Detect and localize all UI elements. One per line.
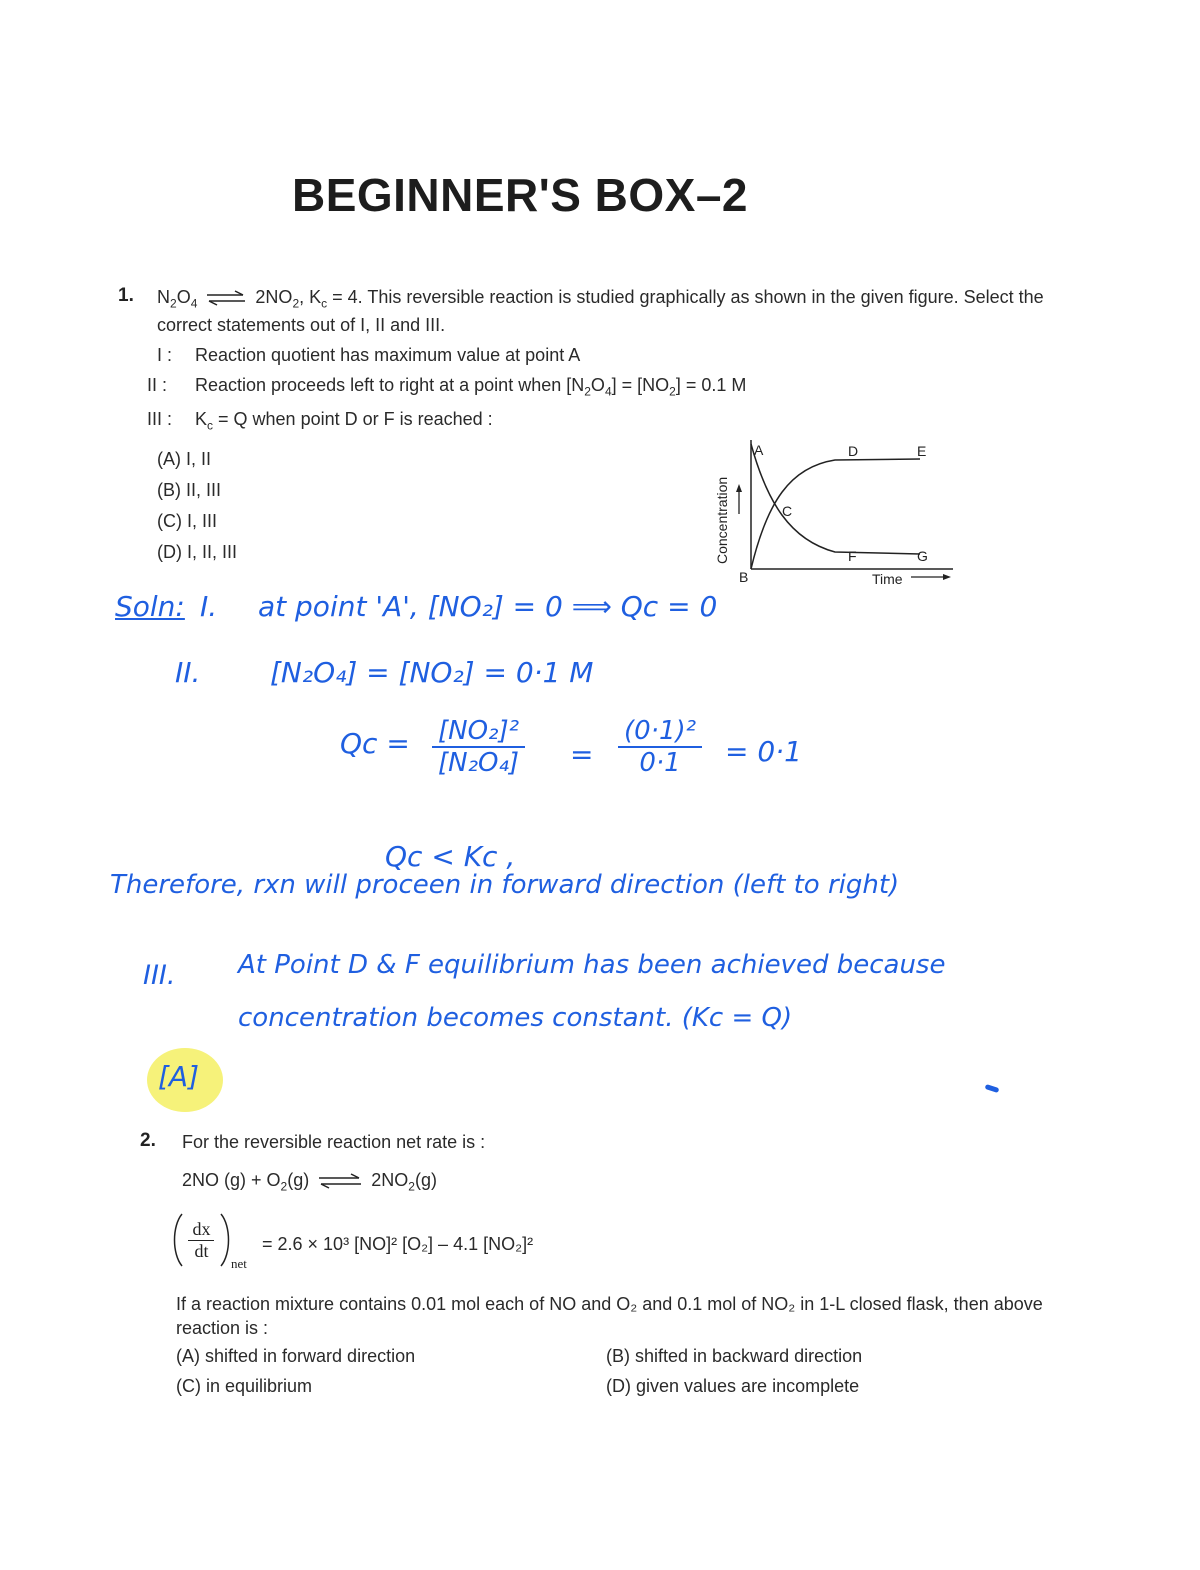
x-axis-arrow-head: [943, 574, 951, 580]
solution-part-1: at point 'A', [NO₂] = 0 ⟹ Qc = 0: [258, 590, 718, 623]
point-g-label: G: [917, 548, 928, 564]
question-2-equation: 2NO $(g) + O_2(g)$ $2NO_2(g)$: [182, 1170, 437, 1194]
qc-numerator: [NO₂]²: [432, 716, 525, 748]
rate-subscript: net: [231, 1256, 247, 1271]
qc-comparison: Qc < Kc ,: [385, 840, 516, 873]
solution-part-2: [N₂O₄] = [NO₂] = 0·1 M: [270, 656, 594, 689]
statement-3-text: $K_c = Q$ when point D or F is reached :: [195, 409, 493, 433]
point-c-label: C: [782, 503, 793, 519]
statement-1-label: I :: [157, 345, 173, 365]
question-2-paragraph: If a reaction mixture contains 0.01 mol each of NO and O₂ and 0.1 mol of NO₂ in 1-L closed flask, then above: [176, 1294, 1043, 1314]
concentration-time-graph: [705, 432, 965, 592]
solution-label: Soln:: [115, 590, 185, 623]
rate-denominator: dt: [194, 1240, 209, 1261]
solution-part-3-line1: At Point D & F equilibrium has been achieved because: [238, 950, 946, 980]
statement-2-label: II :: [147, 375, 168, 395]
x-axis-label: Time: [872, 571, 903, 587]
qc-result: = 0·1: [725, 735, 802, 768]
qc-expression: [432, 716, 525, 778]
left-paren-icon: [170, 1212, 184, 1268]
question-1-number: 1.: [118, 285, 134, 306]
solution-part-1-number: I.: [200, 590, 218, 623]
question-2-number: 2.: [140, 1130, 156, 1151]
option-d: (D) I, II, III: [157, 542, 237, 562]
point-f-label: F: [848, 548, 857, 564]
pen-mark: [985, 1084, 1000, 1093]
solution-part-2-number: II.: [175, 656, 201, 689]
qc-value-expression: [618, 716, 702, 778]
value-denominator: 0·1: [639, 748, 681, 778]
rate-numerator: dx: [188, 1219, 214, 1241]
statement-3-label: III :: [147, 409, 173, 429]
q2-option-b: (B) shifted in backward direction: [606, 1346, 863, 1366]
rate-law: = 2.6 × 10³ [NO]² [O₂] – 4.1 [NO₂]²: [262, 1234, 534, 1254]
point-d-label: D: [848, 443, 859, 459]
qc-denominator: [N₂O₄]: [438, 748, 520, 778]
point-a-label: A: [754, 442, 764, 458]
point-b-label: B: [739, 569, 749, 585]
question-2-paragraph-line2: reaction is :: [176, 1318, 269, 1338]
page-title: BEGINNER'S BOX–2: [291, 169, 749, 221]
y-axis-label: Concentration: [714, 476, 730, 564]
point-e-label: E: [917, 443, 927, 459]
q2-option-c: (C) in equilibrium: [176, 1376, 313, 1396]
statement-2-text: Reaction proceeds left to right at a point when $[N_2O_4] = [NO_2] = 0.1$ M: [195, 375, 747, 399]
q2-option-a: (A) shifted in forward direction: [176, 1346, 416, 1366]
statement-1-text: Reaction quotient has maximum value at point A: [195, 345, 581, 365]
value-numerator: (0·1)²: [618, 716, 702, 748]
solution-part-3-line2: concentration becomes constant. (Kc = Q): [238, 1003, 793, 1033]
answer: [A]: [158, 1060, 200, 1093]
y-axis-arrow-head: [736, 484, 742, 492]
rate-expression: [170, 1212, 233, 1268]
equals-sign: =: [570, 738, 594, 771]
option-b: (B) II, III: [157, 480, 222, 500]
qc-label: Qc =: [340, 727, 410, 760]
q2-option-d: (D) given values are incomplete: [606, 1376, 860, 1396]
solution-conclusion-2: Therefore, rxn will proceen in forward direction (left to right): [110, 870, 900, 900]
equilibrium-arrow-icon: [317, 1173, 363, 1189]
question-1-statement: $N_2O_4$ $2NO_2$, $K_c = 4$. This reversible reaction is studied graphically as shown in the given figure. Select the: [157, 287, 1044, 311]
option-c: (C) I, III: [157, 511, 217, 531]
option-a: (A) I, II: [157, 449, 211, 469]
solution-part-3-number: III.: [143, 960, 176, 991]
question-1-statement-line2: correct statements out of I, II and III.: [157, 315, 446, 335]
question-2-statement: For the reversible reaction net rate is :: [182, 1132, 486, 1152]
equilibrium-arrow-icon: [205, 290, 247, 306]
